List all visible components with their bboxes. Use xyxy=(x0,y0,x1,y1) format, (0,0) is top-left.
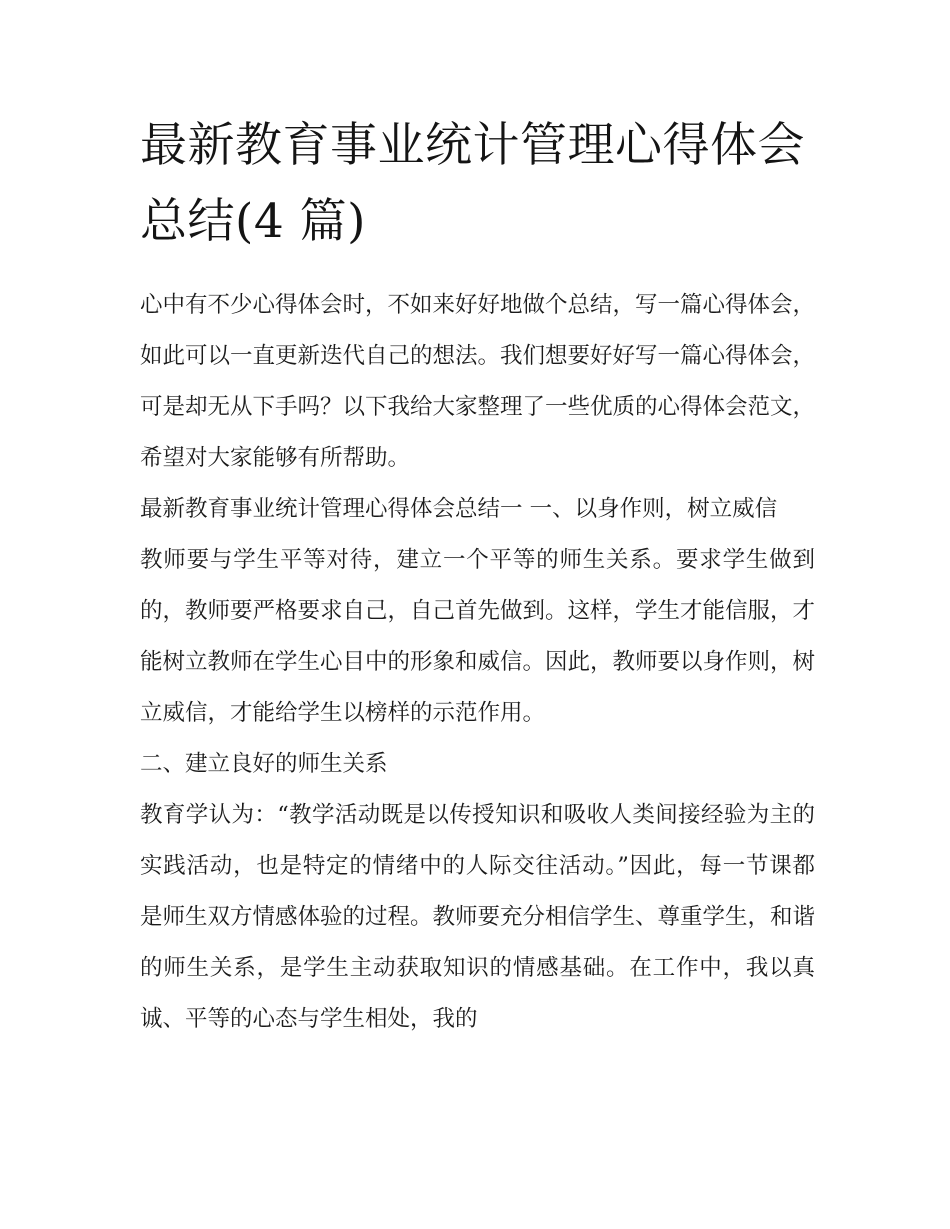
paragraph-section-2: 教育学认为：“教学活动既是以传授知识和吸收人类间接经验为主的实践活动，也是特定的情绪中的人际交往活动。”因此，每一节课都是师生双方情感体验的过程。教师要充分相信学生、尊重学生，和谐的师生关系，是学生主动获取知识的情感基础。在工作中，我以真诚、平等的心态与学生相处，我的 xyxy=(140,802,816,1032)
document-title: 最新教育事业统计管理心得体会总结(4 篇) xyxy=(140,118,805,249)
paragraph-section-1: 教师要与学生平等对待，建立一个平等的师生关系。要求学生做到的，教师要严格要求自己，自己首先做到。这样，学生才能信服，才能树立教师在学生心目中的形象和威信。因此，教师要以身作则，树立威信，才能给学生以榜样的示范作用。 xyxy=(140,547,816,726)
document-body xyxy=(140,280,815,1045)
paragraph-intro: 心中有不少心得体会时，不如来好好地做个总结，写一篇心得体会，如此可以一直更新迭代自己的想法。我们想要好好写一篇心得体会，可是却无从下手吗？以下我给大家整理了一些优质的心得体会范文，希望对大家能够有所帮助。 xyxy=(140,292,816,471)
section-heading-2: 二、建立良好的师生关系 xyxy=(140,751,388,777)
section-heading-1: 最新教育事业统计管理心得体会总结一 一、以身作则，树立威信 xyxy=(140,496,778,522)
document-page xyxy=(140,108,815,1045)
